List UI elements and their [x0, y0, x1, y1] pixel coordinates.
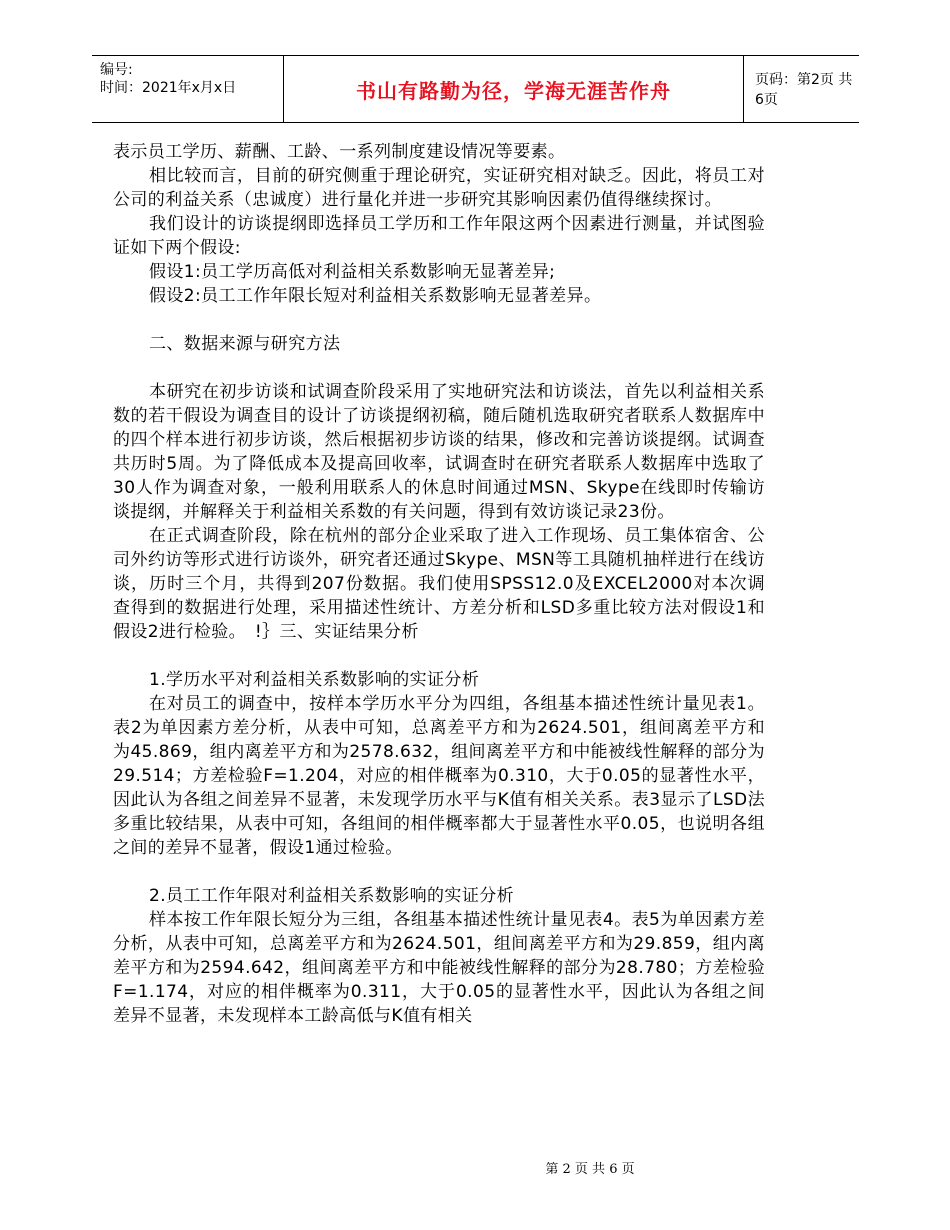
document-time: 时间：2021年x月x日: [100, 80, 237, 96]
paragraph-gap: [113, 860, 765, 884]
body-paragraph: 2.员工工作年限对利益相关系数影响的实证分析: [149, 886, 515, 906]
page-footer: 第 2 页 共 6 页: [545, 1162, 635, 1177]
body-paragraph: 在正式调查阶段，除在杭州的部分企业采取了进入工作现场、员工集体宿舍、公司外约访等形式进行访谈外，研究者还通过Skype、MSN等工具随机抽样进行在线访谈，历时三个月，共得到207份数据。我们使用SPSS12.0及EXCEL2000对本次调查得到的数据进行处理，采用描述性统计、方差分析和LSD多重比较方法对假设1和假设2进行检验。 !｝三、实证结果分析: [113, 526, 765, 642]
body-paragraph: 1.学历水平对利益相关系数影响的实证分析: [149, 670, 480, 690]
header-meta: [100, 56, 283, 127]
body-paragraph: 表示员工学历、薪酬、工龄、一系列制度建设情况等要素。: [113, 142, 566, 162]
body-paragraph: 本研究在初步访谈和试调查阶段采用了实地研究法和访谈法，首先以利益相关系数的若干假设为调查目的设计了访谈提纲初稿，随后随机选取研究者联系人数据库中的四个样本进行初步访谈，然后根据初步访谈的结果，修改和完善访谈提纲。试调查共历时5周。为了降低成本及提高回收率，试调查时在研究者联系人数据库中选取了30人作为调查对象，一般利用联系人的休息时间通过MSN、Skype在线即时传输访谈提纲，并解释关于利益相关系数的有关问题，得到有效访谈记录23份。: [113, 382, 765, 522]
paragraph-gap: [113, 644, 765, 668]
header-page-info: 页码：第2页 共6页: [755, 72, 853, 108]
body-paragraph: 样本按工作年限长短分为三组，各组基本描述性统计量见表4。表5为单因素方差分析，从表中可知，总离差平方和为2624.501，组间离差平方和为29.859，组内离差平方和为2594.642，组间离差平方和中能被线性解释的部分为28.780；方差检验F=1.174，对应的相伴概率为0.311，大于0.05的显著性水平，因此认为各组之间差异不显著，未发现样本工龄高低与K值有相关: [113, 910, 765, 1026]
document-body: [113, 140, 765, 1028]
body-paragraph: 我们设计的访谈提纲即选择员工学历和工作年限这两个因素进行测量，并试图验证如下两个假设:: [113, 214, 765, 258]
body-paragraph: 假设1:员工学历高低对利益相关系数影响无显著差异;: [149, 262, 556, 282]
header-motto: 书山有路勤为径，学海无涯苦作舟: [283, 56, 744, 122]
paragraph-gap: [113, 356, 765, 380]
paragraph-gap: [113, 308, 765, 332]
document-number-label: 编号:: [100, 62, 133, 78]
page-header: [92, 55, 859, 123]
body-paragraph: 假设2:员工工作年限长短对利益相关系数影响无显著差异。: [149, 286, 602, 306]
body-paragraph: 相比较而言，目前的研究侧重于理论研究，实证研究相对缺乏。因此，将员工对公司的利益关系（忠诚度）进行量化并进一步研究其影响因素仍值得继续探讨。: [113, 166, 765, 210]
body-paragraph: 二、数据来源与研究方法: [149, 334, 341, 354]
body-paragraph: 在对员工的调查中，按样本学历水平分为四组，各组基本描述性统计量见表1。表2为单因素方差分析，从表中可知，总离差平方和为2624.501，组间离差平方和为45.869，组内离差平方和为2578.632，组间离差平方和中能被线性解释的部分为29.514；方差检验F=1.204，对应的相伴概率为0.310，大于0.05的显著性水平，因此认为各组之间差异不显著，未发现学历水平与K值有相关关系。表3显示了LSD法多重比较结果，从表中可知，各组间的相伴概率都大于显著性水平0.05，也说明各组之间的差异不显著，假设1通过检验。: [113, 694, 765, 858]
